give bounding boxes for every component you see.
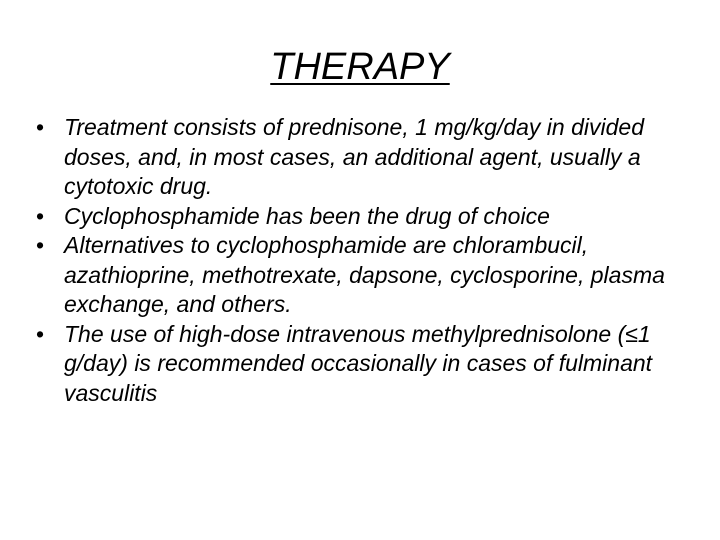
bullet-marker-icon: • [36,232,45,258]
bullet-text: Treatment consists of prednisone, 1 mg/kg/day in divided doses, and, in most cases, an additional agent, usually a cytotoxic drug. [64,114,644,199]
slide-title: THERAPY [270,46,450,88]
bullet-marker-icon: • [36,202,45,229]
bullet-item [36,202,696,232]
bullet-text: Alternatives to cyclophosphamide are chlorambucil, azathioprine, methotrexate, dapsone, cyclosporine, plasma exchange, and others. [64,232,665,317]
bullet-list [36,113,696,408]
bullet-text: The use of high-dose intravenous methylprednisolone (≤1 g/day) is recommended occasionally in cases of fulminant vasculitis [64,320,653,406]
bullet-marker-icon: • [36,114,45,140]
bullet-text: Cyclophosphamide has been the drug of choice [64,202,550,229]
bullet-item [36,113,696,202]
bullet-item [36,231,696,320]
bullet-item [36,320,696,409]
bullet-marker-icon: • [36,320,45,347]
